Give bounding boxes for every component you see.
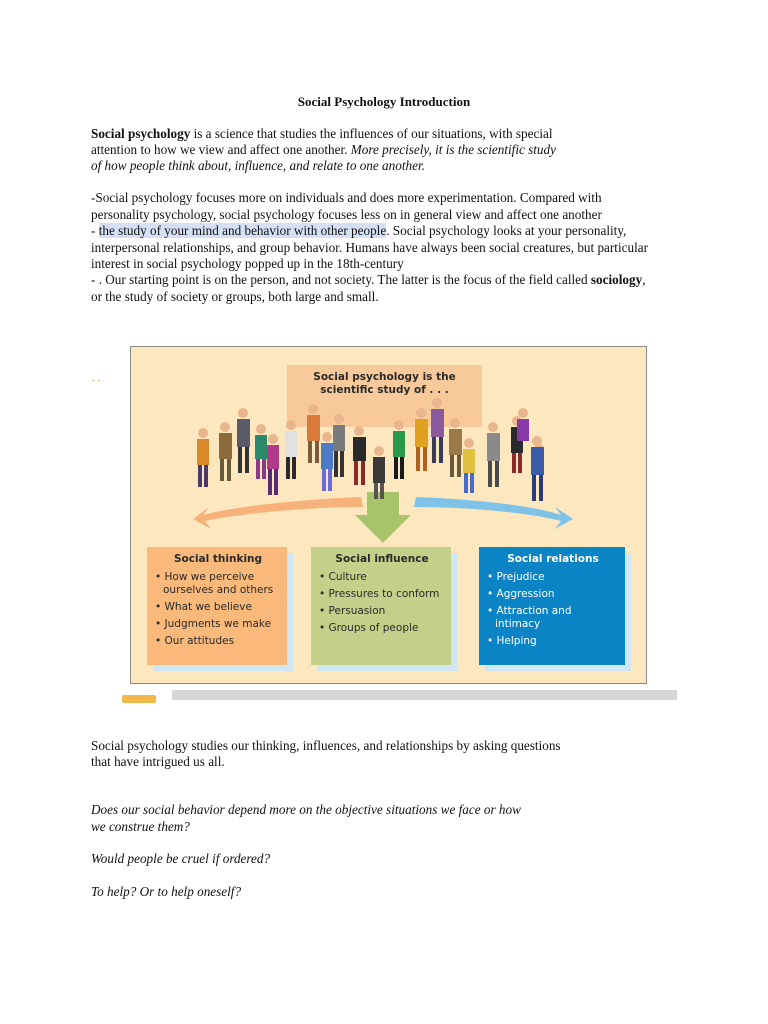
margin-mark: . . — [92, 372, 101, 384]
question-1-line-2: we construe them? — [91, 819, 190, 834]
logo-fragment-icon — [122, 695, 156, 703]
social-influence-box — [311, 547, 451, 665]
body-line-4: interpersonal relationships, and group behavior. Humans have always been social creatures, but particular — [91, 240, 648, 255]
list-item: • Persuasion — [319, 605, 445, 618]
closing-line-2: that have intrigued us all. — [91, 754, 225, 769]
dash: - — [91, 223, 99, 238]
list-item: • Pressures to conform — [319, 588, 445, 601]
body-line-2: personality psychology, social psychology focuses less on in general view and affect one another — [91, 207, 602, 222]
list-item: • Judgments we make — [155, 618, 281, 631]
list-item: • Prejudice — [487, 571, 619, 584]
highlighted-text[interactable]: the study of your mind and behavior with other people — [98, 223, 387, 238]
body-line-5: interest in social psychology popped up in the 18th-century — [91, 256, 404, 271]
figure-heading: Social psychology is the scientific study of . . . — [313, 371, 456, 396]
question-1-line-1: Does our social behavior depend more on the objective situations we face or how — [91, 802, 521, 817]
box-face — [479, 547, 625, 665]
list-item: • What we believe — [155, 601, 281, 614]
list-item: • How we perceive ourselves and others — [155, 571, 281, 597]
box-title: Social relations — [507, 553, 599, 565]
box-title: Social thinking — [173, 553, 263, 565]
body-line-1: -Social psychology focuses more on individuals and does more experimentation. Compared with — [91, 190, 602, 205]
box-title: Social influence — [335, 553, 429, 565]
intro-text-1: is a science that studies the influences of our situations, with special — [190, 126, 553, 141]
term-sociology: sociology — [590, 272, 643, 287]
list-item: • Aggression — [487, 588, 619, 601]
intro-definition: More precisely, it is the scientific study — [350, 142, 556, 157]
box-face — [147, 547, 287, 665]
list-item: • Attraction and intimacy — [487, 605, 619, 631]
list-item: • Groups of people — [319, 622, 445, 635]
box-face — [311, 547, 451, 665]
social-psychology-figure — [130, 346, 647, 684]
body-text-6: - . Our starting point is on the person, and not society. The latter is the focus of the field called — [91, 272, 591, 287]
arrow-right-icon — [414, 497, 573, 529]
question-2: Would people be cruel if ordered? — [91, 851, 271, 866]
list-item: • Culture — [319, 571, 445, 584]
closing-line-1: Social psychology studies our thinking, influences, and relationships by asking questions — [91, 738, 561, 753]
term-social-psychology: Social psychology — [91, 126, 191, 141]
arrow-down-icon — [355, 492, 411, 543]
body-text-3: . Social psychology looks at your personality, — [386, 223, 627, 238]
intro-line-3: of how people think about, influence, and relate to one another. — [91, 158, 425, 173]
arrow-left-icon — [193, 497, 363, 529]
body-line-7: or the study of society or groups, both large and small. — [91, 289, 379, 304]
intro-text-2: attention to how we view and affect one another. — [91, 142, 351, 157]
social-relations-box — [479, 547, 625, 665]
crowd-illustration — [197, 398, 544, 501]
social-thinking-box — [147, 547, 287, 665]
page-title: Social Psychology Introduction — [297, 94, 471, 109]
body-line-6: - . Our starting point is on the person, and not society. The latter is the focus of the field called sociology, — [91, 272, 646, 287]
question-3: To help? Or to help oneself? — [91, 884, 242, 899]
list-item: • Our attitudes — [155, 635, 281, 648]
page-divider-bar — [92, 690, 677, 700]
intro-line-2 — [91, 142, 556, 159]
body-line-3 — [91, 223, 626, 240]
intro-line-1 — [91, 126, 553, 143]
list-item: • Helping — [487, 635, 619, 648]
